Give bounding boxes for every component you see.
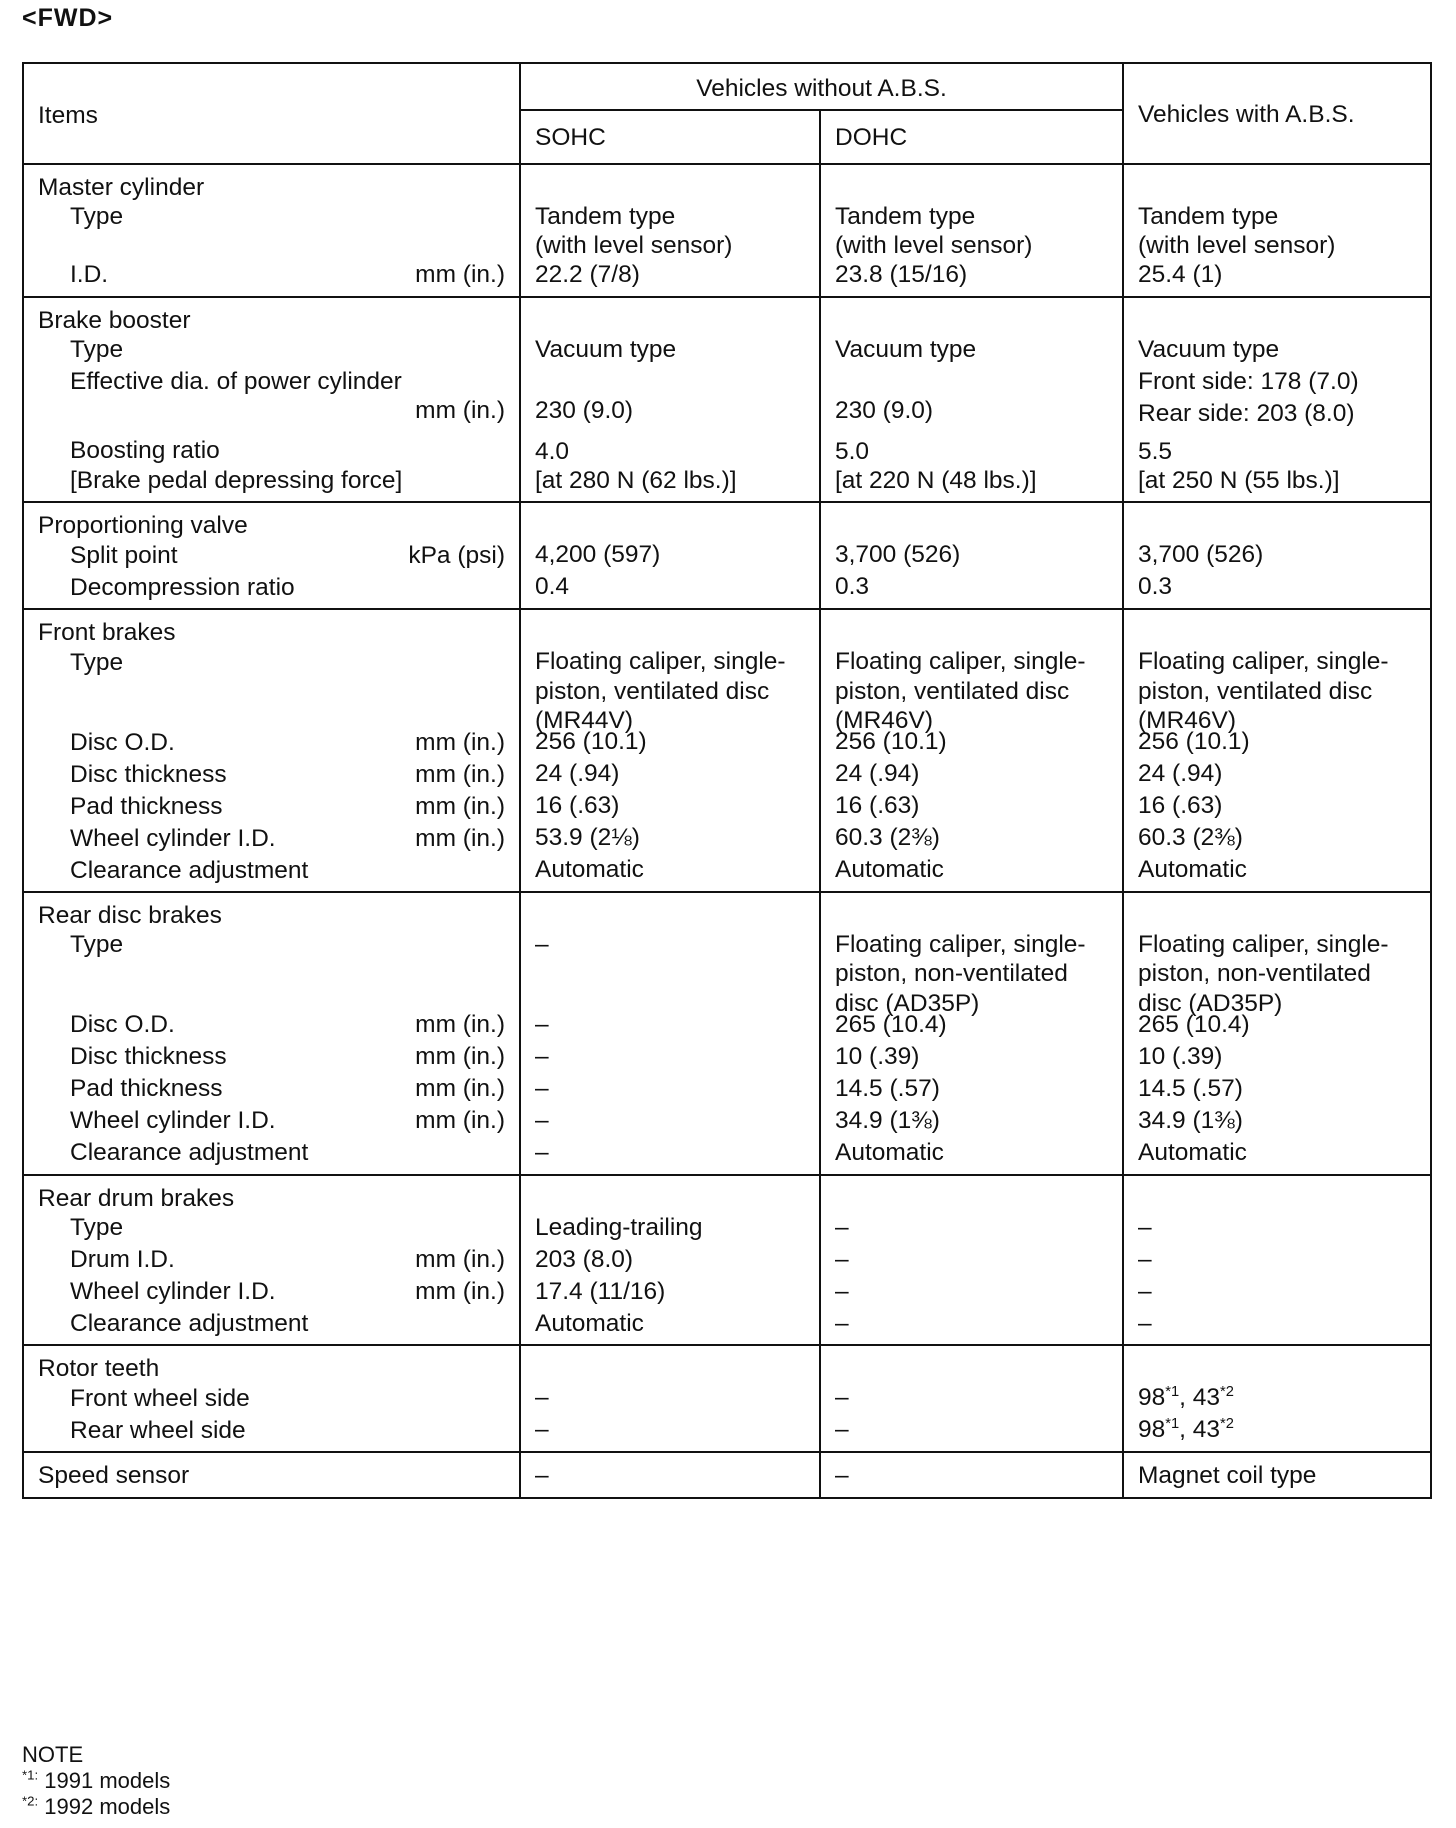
row-label: [Brake pedal depressing force] [70,466,403,494]
row-label-with-unit: Wheel cylinder I.D. mm (in.) [70,1107,505,1135]
value-cell: – [835,1277,849,1305]
value-cell: 4,200 (597) [535,541,661,569]
value-cell: 5.0 [835,437,870,465]
section-rear-disc-brakes [23,892,1431,1175]
header-row-1 [23,63,1431,110]
value-cell: – [835,1384,849,1412]
value-cell: 98$^{*1}$, 43$^{*2}$ [1138,1384,1234,1412]
abs-values [1123,1175,1431,1346]
row-label-with-unit: Pad thickness mm (in.) [70,1075,505,1103]
master-labels [23,164,520,297]
value-cell: Automatic [835,856,944,884]
sohc-values [520,892,820,1175]
sohc-values [520,1175,820,1346]
note-line-1: $^{*1:}$ 1991 models [22,1767,171,1793]
dohc-values [820,1345,1123,1452]
value-cell: [at 250 N (55 lbs.)] [1138,466,1340,494]
value-cell: 16 (.63) [835,792,920,820]
value-cell: 0.3 [835,573,870,601]
row-label-with-unit: Pad thickness mm (in.) [70,792,505,820]
value-cell: – [535,1416,549,1444]
value-cell: 3,700 (526) [835,541,961,569]
sohc-values [520,502,820,609]
section-title: Rotor teeth [38,1355,160,1383]
value-cell: Front side: 178 (7.0) [1138,367,1359,395]
section-title: Proportioning valve [38,512,248,540]
row-label-with-unit: Drum I.D. mm (in.) [70,1246,505,1274]
value-cell: – [1138,1245,1152,1273]
value-cell: 23.8 (15/16) [835,260,968,288]
dohc-values [820,892,1123,1175]
value-cell: – [535,1138,549,1166]
value-cell: 60.3 (2⅜) [1138,824,1243,852]
sohc-values [520,297,820,503]
section-master-cylinder [23,164,1431,297]
row-label-with-unit: Disc O.D. mm (in.) [70,1011,505,1039]
value-cell: 265 (10.4) [1138,1010,1250,1038]
unit-label: kPa (psi) [408,541,505,569]
valve-labels [23,502,520,609]
value-cell: 230 (9.0) [535,396,634,424]
value-cell: Automatic [535,1309,644,1337]
value-cell: Tandem type (with level sensor) [835,202,1033,260]
value-cell: 5.5 [1138,437,1173,465]
value-cell: – [1138,1309,1152,1337]
value-cell: 203 (8.0) [535,1245,634,1273]
value-cell: Automatic [835,1138,944,1166]
abs-values [1123,297,1431,503]
value-cell: 16 (.63) [535,792,620,820]
row-label: Clearance adjustment [70,1310,309,1338]
value-cell: 22.2 (7/8) [535,260,640,288]
value-cell: – [835,1213,849,1241]
row-label: Type [70,335,124,363]
row-label-with-unit: Disc thickness mm (in.) [70,760,505,788]
value-cell: 4.0 [535,437,570,465]
section-rotor-teeth [23,1345,1431,1452]
dohc-values [820,164,1123,297]
unit-label: mm (in.) [415,397,505,425]
value-cell: – [835,1416,849,1444]
value-cell: 24 (.94) [835,760,920,788]
front-brake-labels [23,609,520,892]
value-cell: – [835,1309,849,1337]
value-cell: 265 (10.4) [835,1010,947,1038]
section-speed-sensor [23,1452,1431,1497]
abs-values [1123,892,1431,1175]
row-label: Front wheel side [70,1384,250,1412]
booster-labels [23,297,520,503]
row-label-with-unit: I.D. mm (in.) [70,261,505,289]
section-title: Rear drum brakes [38,1184,235,1212]
row-label-with-unit: Disc thickness mm (in.) [70,1043,505,1071]
row-label: Clearance adjustment [70,1139,309,1167]
value-cell: 34.9 (1⅜) [1138,1106,1243,1134]
unit-label: mm (in.) [415,261,505,289]
abs-values [1123,502,1431,609]
unit-label: mm (in.) [415,728,505,756]
unit-label: mm (in.) [415,824,505,852]
value-cell: 16 (.63) [1138,792,1223,820]
value-cell: 24 (.94) [535,760,620,788]
value-cell: – [520,1452,820,1497]
value-cell: 0.4 [535,573,570,601]
footnote [22,1742,170,1820]
section-rear-drum-brakes [23,1175,1431,1346]
value-cell: Vacuum type [1138,335,1280,363]
value-cell: – [535,1010,549,1038]
note-line-2: $^{*2:}$ 1992 models [22,1793,171,1819]
value-cell: 14.5 (.57) [835,1074,940,1102]
value-cell: 10 (.39) [835,1042,920,1070]
value-cell: Floating caliper, single- piston, ventilated disc (MR46V) [835,648,1086,734]
row-label-with-unit: Disc O.D. mm (in.) [70,728,505,756]
value-cell: 0.3 [1138,573,1173,601]
row-label: Boosting ratio [70,437,220,465]
value-cell: Rear side: 203 (8.0) [1138,399,1355,427]
rotor-labels [23,1345,520,1452]
sohc-values [520,164,820,297]
value-cell: – [535,1384,549,1412]
value-cell: Floating caliper, single- piston, non-ventilated disc (AD35P) [1138,930,1389,1017]
section-brake-booster [23,297,1431,503]
value-cell: – [820,1452,1123,1497]
unit-label: mm (in.) [415,760,505,788]
dohc-values [820,502,1123,609]
value-cell: 256 (10.1) [835,728,947,756]
value-cell: 53.9 (2⅛) [535,824,640,852]
value-cell: – [535,930,549,958]
row-label: Type [70,931,124,959]
row-label: Clearance adjustment [70,856,309,884]
value-cell: Vacuum type [535,335,677,363]
brake-specification-table [22,62,1432,1499]
unit-label: mm (in.) [415,1075,505,1103]
value-cell: Tandem type (with level sensor) [1138,202,1336,260]
value-cell: 98$^{*1}$, 43$^{*2}$ [1138,1416,1234,1444]
row-label: Type [70,1214,124,1242]
value-cell: – [1138,1277,1152,1305]
value-cell: Automatic [1138,1138,1247,1166]
abs-values [1123,1345,1431,1452]
unit-label: mm (in.) [415,1278,505,1306]
row-label: Type [70,203,124,231]
rear-drum-labels [23,1175,520,1346]
value-cell: 60.3 (2⅜) [835,824,940,852]
value-cell: [at 280 N (62 lbs.)] [535,466,737,494]
value-cell: 256 (10.1) [1138,728,1250,756]
unit-label: mm (in.) [415,1246,505,1274]
value-cell: [at 220 N (48 lbs.)] [835,466,1037,494]
value-cell: Automatic [535,856,644,884]
row-label-with-unit: Split point kPa (psi) [70,541,505,569]
value-cell: 25.4 (1) [1138,260,1223,288]
dohc-values [820,609,1123,892]
items-header: Items [23,63,520,164]
dohc-header: DOHC [820,110,1123,163]
rear-disc-labels [23,892,520,1175]
section-proportioning-valve [23,502,1431,609]
unit-label: mm (in.) [415,1043,505,1071]
row-label: Decompression ratio [70,573,295,601]
row-label-with-unit: Wheel cylinder I.D. mm (in.) [70,1278,505,1306]
value-cell: 17.4 (11/16) [535,1277,666,1305]
row-label: Rear wheel side [70,1416,246,1444]
sohc-values [520,609,820,892]
value-cell: 14.5 (.57) [1138,1074,1243,1102]
value-cell: – [1138,1213,1152,1241]
value-cell: 256 (10.1) [535,728,647,756]
sohc-header: SOHC [520,110,820,163]
value-cell: Leading-trailing [535,1213,703,1241]
with-abs-header: Vehicles with A.B.S. [1123,63,1431,164]
unit-label: mm (in.) [415,1011,505,1039]
row-label: Type [70,648,124,676]
value-cell: 24 (.94) [1138,760,1223,788]
value-cell: Tandem type (with level sensor) [535,202,733,260]
section-title: Front brakes [38,619,176,647]
value-cell: 3,700 (526) [1138,541,1264,569]
value-cell: Magnet coil type [1123,1452,1431,1497]
value-cell: 230 (9.0) [835,396,934,424]
value-cell: Floating caliper, single- piston, ventilated disc (MR46V) [1138,648,1389,734]
dohc-values [820,1175,1123,1346]
row-label-with-unit: Wheel cylinder I.D. mm (in.) [70,824,505,852]
row-label: Effective dia. of power cylinder [70,367,402,395]
unit-label: mm (in.) [415,1107,505,1135]
sohc-values [520,1345,820,1452]
section-title: Rear disc brakes [38,901,222,929]
section-title: Brake booster [38,306,191,334]
section-title: Master cylinder [38,173,205,201]
note-title: NOTE [22,1742,84,1767]
speed-sensor-label: Speed sensor [23,1452,520,1497]
section-heading: <FWD> [22,4,114,32]
value-cell: – [535,1042,549,1070]
without-abs-header: Vehicles without A.B.S. [520,63,1123,110]
value-cell: – [535,1074,549,1102]
value-cell: 34.9 (1⅜) [835,1106,940,1134]
abs-values [1123,164,1431,297]
value-cell: 10 (.39) [1138,1042,1223,1070]
value-cell: – [835,1245,849,1273]
value-cell: Floating caliper, single- piston, non-ventilated disc (AD35P) [835,930,1086,1017]
value-cell: Floating caliper, single- piston, ventilated disc (MR44V) [535,648,786,734]
value-cell: Automatic [1138,856,1247,884]
section-front-brakes [23,609,1431,892]
unit-label: mm (in.) [415,792,505,820]
abs-values [1123,609,1431,892]
dohc-values [820,297,1123,503]
value-cell: Vacuum type [835,335,977,363]
value-cell: – [535,1106,549,1134]
